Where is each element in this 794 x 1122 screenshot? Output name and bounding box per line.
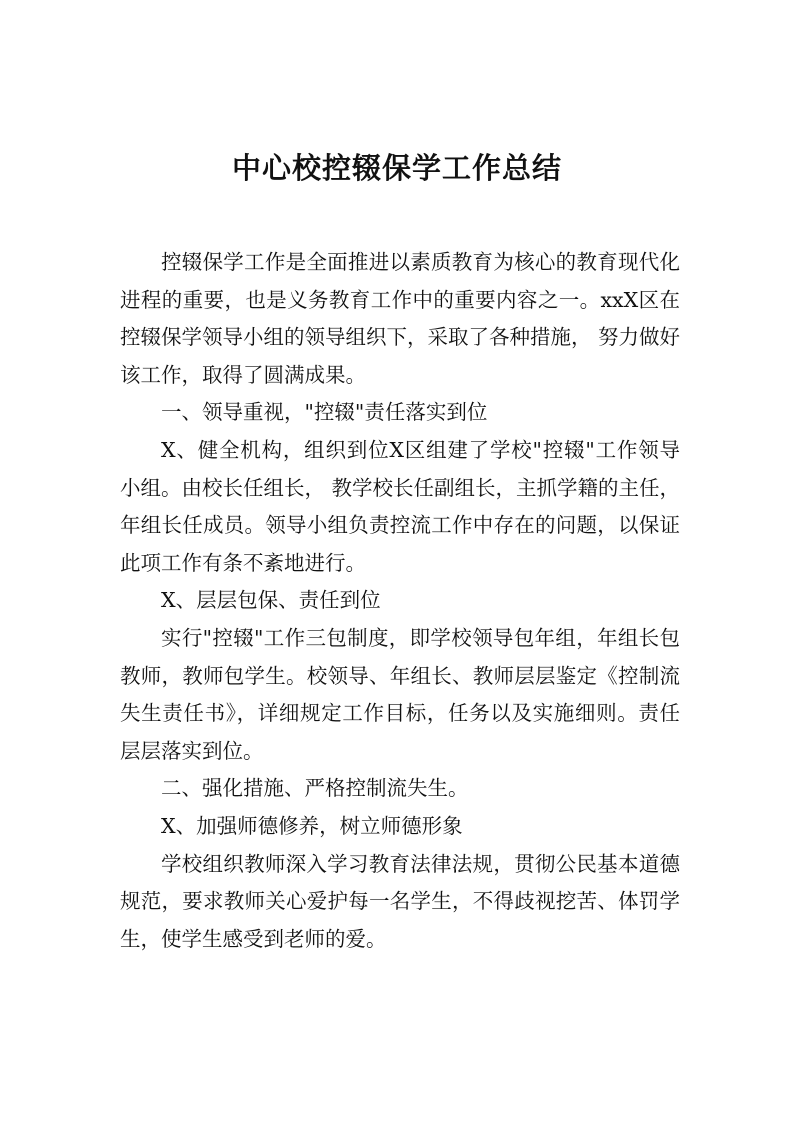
paragraph-ethics: 学校组织教师深入学习教育法律法规，贯彻公民基本道德规范，要求教师关心爱护每一名学生，不得歧视挖苦、体罚学生，使学生感受到老师的爱。 bbox=[120, 851, 680, 951]
document-title: 中心校控辍保学工作总结 bbox=[231, 151, 562, 185]
paragraph-organization: X、健全机构，组织到位X区组建了学校"控辍"工作领导小组。由校长任组长， 教学校长任副组长，主抓学籍的主任，年组长任成员。领导小组负责控流工作中存在的问题，以保证此项工作有条不紊地进行。 bbox=[120, 437, 681, 575]
subheading-responsibility: X、层层包保、责任到位 bbox=[161, 588, 381, 613]
heading-section-2: 二、强化措施、严格控制流失生。 bbox=[161, 776, 469, 801]
heading-section-1: 一、领导重视，"控辍"责任落实到位 bbox=[161, 400, 488, 425]
document-body bbox=[120, 244, 680, 958]
paragraph-responsibility: 实行"控辍"工作三包制度，即学校领导包年组，年组长包教师，教师包学生。校领导、年组长、教师层层鉴定《控制流失生责任书》，详细规定工作目标，任务以及实施细则。责任层层落实到位。 bbox=[120, 625, 680, 763]
subheading-ethics: X、加强师德修养，树立师德形象 bbox=[161, 813, 463, 838]
paragraph-intro: 控辍保学工作是全面推进以素质教育为核心的教育现代化进程的重要，也是义务教育工作中的重要内容之一。xxX区在控辍保学领导小组的领导组织下，采取了各种措施， 努力做好该工作，取得了圆满成果。 bbox=[120, 250, 681, 387]
